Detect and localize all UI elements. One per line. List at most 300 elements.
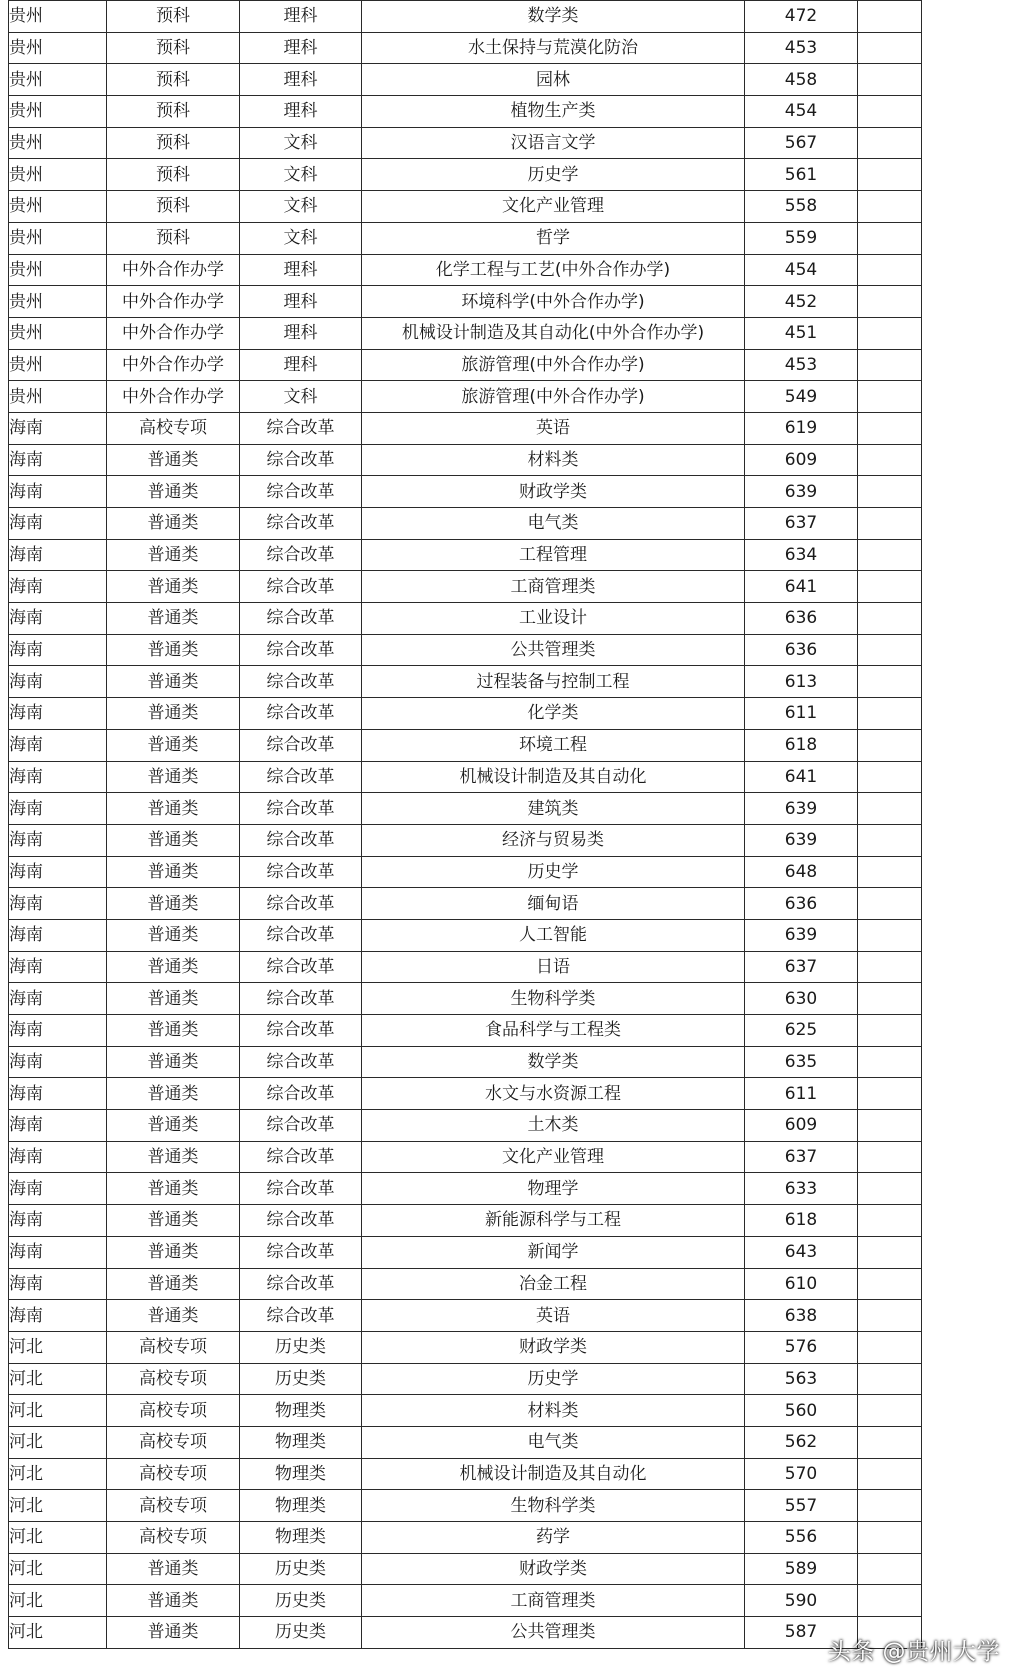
empty-cell: [858, 951, 922, 983]
min-score-cell: 587: [745, 1617, 858, 1649]
major-cell: 环境工程: [362, 729, 745, 761]
subject-category-cell: 综合改革: [240, 476, 362, 508]
major-cell: 新闻学: [362, 1236, 745, 1268]
min-score-cell: 452: [745, 286, 858, 318]
min-score-cell: 560: [745, 1395, 858, 1427]
min-score-cell: 562: [745, 1426, 858, 1458]
enrollment-type-cell: 普通类: [107, 824, 240, 856]
table-row: [9, 1, 922, 33]
table-row: [9, 349, 922, 381]
province-cell: 海南: [9, 1078, 107, 1110]
major-cell: 化学类: [362, 698, 745, 730]
major-cell: 文化产业管理: [362, 191, 745, 223]
min-score-cell: 630: [745, 983, 858, 1015]
min-score-cell: 453: [745, 349, 858, 381]
subject-category-cell: 文科: [240, 381, 362, 413]
subject-category-cell: 理科: [240, 1, 362, 33]
min-score-cell: 563: [745, 1363, 858, 1395]
province-cell: 海南: [9, 1141, 107, 1173]
subject-category-cell: 综合改革: [240, 983, 362, 1015]
empty-cell: [858, 254, 922, 286]
province-cell: 海南: [9, 1046, 107, 1078]
enrollment-type-cell: 中外合作办学: [107, 286, 240, 318]
major-cell: 环境科学(中外合作办学): [362, 286, 745, 318]
subject-category-cell: 物理类: [240, 1458, 362, 1490]
empty-cell: [858, 32, 922, 64]
major-cell: 公共管理类: [362, 1617, 745, 1649]
empty-cell: [858, 191, 922, 223]
subject-category-cell: 综合改革: [240, 824, 362, 856]
subject-category-cell: 综合改革: [240, 603, 362, 635]
empty-cell: [858, 698, 922, 730]
table-row: [9, 222, 922, 254]
table-row: [9, 603, 922, 635]
enrollment-type-cell: 普通类: [107, 1553, 240, 1585]
table-row: [9, 1490, 922, 1522]
province-cell: 河北: [9, 1522, 107, 1554]
province-cell: 海南: [9, 1173, 107, 1205]
enrollment-type-cell: 普通类: [107, 444, 240, 476]
subject-category-cell: 综合改革: [240, 761, 362, 793]
enrollment-type-cell: 普通类: [107, 1585, 240, 1617]
min-score-cell: 641: [745, 571, 858, 603]
min-score-cell: 639: [745, 476, 858, 508]
subject-category-cell: 综合改革: [240, 666, 362, 698]
major-cell: 工程管理: [362, 539, 745, 571]
empty-cell: [858, 1522, 922, 1554]
min-score-cell: 625: [745, 1015, 858, 1047]
enrollment-type-cell: 高校专项: [107, 1490, 240, 1522]
subject-category-cell: 历史类: [240, 1331, 362, 1363]
subject-category-cell: 综合改革: [240, 1173, 362, 1205]
min-score-cell: 590: [745, 1585, 858, 1617]
table-row: [9, 508, 922, 540]
empty-cell: [858, 634, 922, 666]
enrollment-type-cell: 中外合作办学: [107, 254, 240, 286]
empty-cell: [858, 1458, 922, 1490]
enrollment-type-cell: 高校专项: [107, 1363, 240, 1395]
enrollment-type-cell: 普通类: [107, 1236, 240, 1268]
major-cell: 缅甸语: [362, 888, 745, 920]
min-score-cell: 648: [745, 856, 858, 888]
min-score-cell: 610: [745, 1268, 858, 1300]
min-score-cell: 556: [745, 1522, 858, 1554]
province-cell: 海南: [9, 1236, 107, 1268]
enrollment-type-cell: 预科: [107, 222, 240, 254]
subject-category-cell: 文科: [240, 191, 362, 223]
subject-category-cell: 历史类: [240, 1363, 362, 1395]
enrollment-type-cell: 普通类: [107, 508, 240, 540]
subject-category-cell: 综合改革: [240, 888, 362, 920]
major-cell: 数学类: [362, 1046, 745, 1078]
min-score-cell: 472: [745, 1, 858, 33]
enrollment-type-cell: 普通类: [107, 1173, 240, 1205]
province-cell: 海南: [9, 571, 107, 603]
enrollment-type-cell: 普通类: [107, 919, 240, 951]
min-score-cell: 639: [745, 919, 858, 951]
min-score-cell: 576: [745, 1331, 858, 1363]
province-cell: 海南: [9, 856, 107, 888]
enrollment-type-cell: 普通类: [107, 1046, 240, 1078]
major-cell: 水土保持与荒漠化防治: [362, 32, 745, 64]
table-row: [9, 1141, 922, 1173]
table-row: [9, 412, 922, 444]
province-cell: 海南: [9, 793, 107, 825]
min-score-cell: 453: [745, 32, 858, 64]
empty-cell: [858, 983, 922, 1015]
province-cell: 海南: [9, 888, 107, 920]
major-cell: 汉语言文学: [362, 127, 745, 159]
enrollment-type-cell: 普通类: [107, 571, 240, 603]
table-row: [9, 1046, 922, 1078]
table-row: [9, 64, 922, 96]
major-cell: 机械设计制造及其自动化(中外合作办学): [362, 317, 745, 349]
score-table-body: [9, 1, 922, 1649]
min-score-cell: 609: [745, 1110, 858, 1142]
province-cell: 海南: [9, 666, 107, 698]
table-row: [9, 1300, 922, 1332]
empty-cell: [858, 1046, 922, 1078]
major-cell: 财政学类: [362, 1331, 745, 1363]
min-score-cell: 557: [745, 1490, 858, 1522]
min-score-cell: 609: [745, 444, 858, 476]
empty-cell: [858, 603, 922, 635]
empty-cell: [858, 1426, 922, 1458]
table-row: [9, 1078, 922, 1110]
empty-cell: [858, 1395, 922, 1427]
enrollment-type-cell: 预科: [107, 64, 240, 96]
province-cell: 贵州: [9, 64, 107, 96]
empty-cell: [858, 1363, 922, 1395]
min-score-cell: 636: [745, 888, 858, 920]
major-cell: 工业设计: [362, 603, 745, 635]
province-cell: 河北: [9, 1395, 107, 1427]
enrollment-type-cell: 普通类: [107, 698, 240, 730]
min-score-cell: 634: [745, 539, 858, 571]
enrollment-type-cell: 普通类: [107, 1205, 240, 1237]
province-cell: 海南: [9, 1268, 107, 1300]
table-row: [9, 286, 922, 318]
min-score-cell: 633: [745, 1173, 858, 1205]
min-score-cell: 641: [745, 761, 858, 793]
major-cell: 历史学: [362, 856, 745, 888]
empty-cell: [858, 824, 922, 856]
table-row: [9, 317, 922, 349]
province-cell: 海南: [9, 412, 107, 444]
min-score-cell: 613: [745, 666, 858, 698]
major-cell: 英语: [362, 1300, 745, 1332]
province-cell: 海南: [9, 698, 107, 730]
table-row: [9, 32, 922, 64]
empty-cell: [858, 381, 922, 413]
empty-cell: [858, 1141, 922, 1173]
table-row: [9, 1173, 922, 1205]
province-cell: 河北: [9, 1553, 107, 1585]
enrollment-type-cell: 普通类: [107, 793, 240, 825]
min-score-cell: 636: [745, 603, 858, 635]
subject-category-cell: 历史类: [240, 1553, 362, 1585]
table-row: [9, 1331, 922, 1363]
table-row: [9, 1617, 922, 1649]
subject-category-cell: 综合改革: [240, 919, 362, 951]
subject-category-cell: 文科: [240, 222, 362, 254]
subject-category-cell: 文科: [240, 127, 362, 159]
enrollment-type-cell: 中外合作办学: [107, 381, 240, 413]
min-score-cell: 454: [745, 254, 858, 286]
min-score-cell: 636: [745, 634, 858, 666]
enrollment-type-cell: 高校专项: [107, 1426, 240, 1458]
subject-category-cell: 综合改革: [240, 1205, 362, 1237]
table-row: [9, 444, 922, 476]
empty-cell: [858, 761, 922, 793]
min-score-cell: 561: [745, 159, 858, 191]
subject-category-cell: 综合改革: [240, 1141, 362, 1173]
table-row: [9, 793, 922, 825]
enrollment-type-cell: 普通类: [107, 1078, 240, 1110]
enrollment-type-cell: 普通类: [107, 476, 240, 508]
enrollment-type-cell: 高校专项: [107, 1395, 240, 1427]
province-cell: 贵州: [9, 96, 107, 128]
subject-category-cell: 综合改革: [240, 444, 362, 476]
min-score-cell: 611: [745, 1078, 858, 1110]
subject-category-cell: 历史类: [240, 1585, 362, 1617]
province-cell: 贵州: [9, 349, 107, 381]
province-cell: 贵州: [9, 191, 107, 223]
subject-category-cell: 综合改革: [240, 539, 362, 571]
score-table-sheet: [8, 0, 921, 1649]
major-cell: 植物生产类: [362, 96, 745, 128]
enrollment-type-cell: 普通类: [107, 1110, 240, 1142]
major-cell: 药学: [362, 1522, 745, 1554]
enrollment-type-cell: 中外合作办学: [107, 317, 240, 349]
empty-cell: [858, 666, 922, 698]
empty-cell: [858, 64, 922, 96]
table-row: [9, 1268, 922, 1300]
empty-cell: [858, 856, 922, 888]
province-cell: 河北: [9, 1426, 107, 1458]
empty-cell: [858, 1300, 922, 1332]
province-cell: 贵州: [9, 254, 107, 286]
empty-cell: [858, 412, 922, 444]
table-row: [9, 761, 922, 793]
enrollment-type-cell: 普通类: [107, 888, 240, 920]
province-cell: 河北: [9, 1490, 107, 1522]
table-row: [9, 1426, 922, 1458]
subject-category-cell: 综合改革: [240, 793, 362, 825]
table-row: [9, 951, 922, 983]
enrollment-type-cell: 高校专项: [107, 412, 240, 444]
major-cell: 电气类: [362, 1426, 745, 1458]
empty-cell: [858, 1331, 922, 1363]
major-cell: 水文与水资源工程: [362, 1078, 745, 1110]
subject-category-cell: 文科: [240, 159, 362, 191]
province-cell: 海南: [9, 634, 107, 666]
subject-category-cell: 物理类: [240, 1395, 362, 1427]
table-row: [9, 698, 922, 730]
empty-cell: [858, 1585, 922, 1617]
subject-category-cell: 理科: [240, 96, 362, 128]
empty-cell: [858, 508, 922, 540]
empty-cell: [858, 888, 922, 920]
enrollment-type-cell: 普通类: [107, 1617, 240, 1649]
table-row: [9, 476, 922, 508]
enrollment-type-cell: 普通类: [107, 761, 240, 793]
province-cell: 海南: [9, 476, 107, 508]
table-row: [9, 1015, 922, 1047]
province-cell: 海南: [9, 508, 107, 540]
subject-category-cell: 综合改革: [240, 1236, 362, 1268]
major-cell: 文化产业管理: [362, 1141, 745, 1173]
province-cell: 海南: [9, 444, 107, 476]
subject-category-cell: 综合改革: [240, 1300, 362, 1332]
major-cell: 过程装备与控制工程: [362, 666, 745, 698]
province-cell: 海南: [9, 951, 107, 983]
subject-category-cell: 理科: [240, 349, 362, 381]
subject-category-cell: 综合改革: [240, 634, 362, 666]
table-row: [9, 729, 922, 761]
empty-cell: [858, 1268, 922, 1300]
table-row: [9, 96, 922, 128]
empty-cell: [858, 1078, 922, 1110]
subject-category-cell: 物理类: [240, 1426, 362, 1458]
enrollment-type-cell: 普通类: [107, 1015, 240, 1047]
enrollment-type-cell: 普通类: [107, 1300, 240, 1332]
empty-cell: [858, 571, 922, 603]
major-cell: 旅游管理(中外合作办学): [362, 349, 745, 381]
table-row: [9, 888, 922, 920]
province-cell: 贵州: [9, 1, 107, 33]
province-cell: 海南: [9, 539, 107, 571]
enrollment-type-cell: 预科: [107, 1, 240, 33]
min-score-cell: 639: [745, 793, 858, 825]
major-cell: 旅游管理(中外合作办学): [362, 381, 745, 413]
subject-category-cell: 综合改革: [240, 729, 362, 761]
empty-cell: [858, 1, 922, 33]
subject-category-cell: 物理类: [240, 1490, 362, 1522]
major-cell: 数学类: [362, 1, 745, 33]
subject-category-cell: 综合改革: [240, 856, 362, 888]
major-cell: 财政学类: [362, 476, 745, 508]
min-score-cell: 637: [745, 508, 858, 540]
enrollment-type-cell: 普通类: [107, 634, 240, 666]
subject-category-cell: 综合改革: [240, 1110, 362, 1142]
min-score-cell: 635: [745, 1046, 858, 1078]
empty-cell: [858, 729, 922, 761]
major-cell: 冶金工程: [362, 1268, 745, 1300]
subject-category-cell: 理科: [240, 32, 362, 64]
min-score-cell: 637: [745, 1141, 858, 1173]
empty-cell: [858, 444, 922, 476]
province-cell: 海南: [9, 1015, 107, 1047]
empty-cell: [858, 349, 922, 381]
empty-cell: [858, 1110, 922, 1142]
major-cell: 电气类: [362, 508, 745, 540]
table-row: [9, 1395, 922, 1427]
table-row: [9, 191, 922, 223]
empty-cell: [858, 222, 922, 254]
enrollment-type-cell: 普通类: [107, 603, 240, 635]
table-row: [9, 254, 922, 286]
min-score-cell: 549: [745, 381, 858, 413]
empty-cell: [858, 1205, 922, 1237]
subject-category-cell: 综合改革: [240, 508, 362, 540]
table-row: [9, 127, 922, 159]
enrollment-type-cell: 普通类: [107, 983, 240, 1015]
watermark-text: 头条 @贵州大学: [827, 1639, 1000, 1665]
major-cell: 公共管理类: [362, 634, 745, 666]
min-score-cell: 570: [745, 1458, 858, 1490]
min-score-cell: 567: [745, 127, 858, 159]
major-cell: 材料类: [362, 1395, 745, 1427]
province-cell: 贵州: [9, 381, 107, 413]
enrollment-type-cell: 预科: [107, 127, 240, 159]
min-score-cell: 643: [745, 1236, 858, 1268]
min-score-cell: 454: [745, 96, 858, 128]
major-cell: 历史学: [362, 1363, 745, 1395]
min-score-cell: 458: [745, 64, 858, 96]
empty-cell: [858, 1173, 922, 1205]
enrollment-type-cell: 普通类: [107, 856, 240, 888]
min-score-cell: 618: [745, 1205, 858, 1237]
enrollment-type-cell: 普通类: [107, 666, 240, 698]
province-cell: 河北: [9, 1585, 107, 1617]
enrollment-type-cell: 高校专项: [107, 1458, 240, 1490]
province-cell: 贵州: [9, 32, 107, 64]
table-row: [9, 919, 922, 951]
subject-category-cell: 综合改革: [240, 1268, 362, 1300]
min-score-cell: 451: [745, 317, 858, 349]
province-cell: 海南: [9, 983, 107, 1015]
empty-cell: [858, 317, 922, 349]
major-cell: 人工智能: [362, 919, 745, 951]
table-row: [9, 824, 922, 856]
enrollment-type-cell: 预科: [107, 96, 240, 128]
province-cell: 海南: [9, 824, 107, 856]
major-cell: 工商管理类: [362, 571, 745, 603]
province-cell: 贵州: [9, 286, 107, 318]
min-score-cell: 589: [745, 1553, 858, 1585]
province-cell: 河北: [9, 1331, 107, 1363]
empty-cell: [858, 127, 922, 159]
subject-category-cell: 综合改革: [240, 698, 362, 730]
major-cell: 哲学: [362, 222, 745, 254]
major-cell: 历史学: [362, 159, 745, 191]
enrollment-type-cell: 预科: [107, 159, 240, 191]
province-cell: 海南: [9, 729, 107, 761]
major-cell: 物理学: [362, 1173, 745, 1205]
major-cell: 生物科学类: [362, 983, 745, 1015]
table-row: [9, 539, 922, 571]
empty-cell: [858, 286, 922, 318]
major-cell: 新能源科学与工程: [362, 1205, 745, 1237]
major-cell: 建筑类: [362, 793, 745, 825]
enrollment-type-cell: 普通类: [107, 539, 240, 571]
enrollment-type-cell: 普通类: [107, 1141, 240, 1173]
table-row: [9, 571, 922, 603]
province-cell: 河北: [9, 1458, 107, 1490]
province-cell: 河北: [9, 1617, 107, 1649]
enrollment-type-cell: 普通类: [107, 951, 240, 983]
enrollment-type-cell: 高校专项: [107, 1522, 240, 1554]
min-score-cell: 639: [745, 824, 858, 856]
subject-category-cell: 物理类: [240, 1522, 362, 1554]
empty-cell: [858, 793, 922, 825]
empty-cell: [858, 1553, 922, 1585]
min-score-cell: 638: [745, 1300, 858, 1332]
table-row: [9, 1458, 922, 1490]
subject-category-cell: 综合改革: [240, 1015, 362, 1047]
major-cell: 园林: [362, 64, 745, 96]
